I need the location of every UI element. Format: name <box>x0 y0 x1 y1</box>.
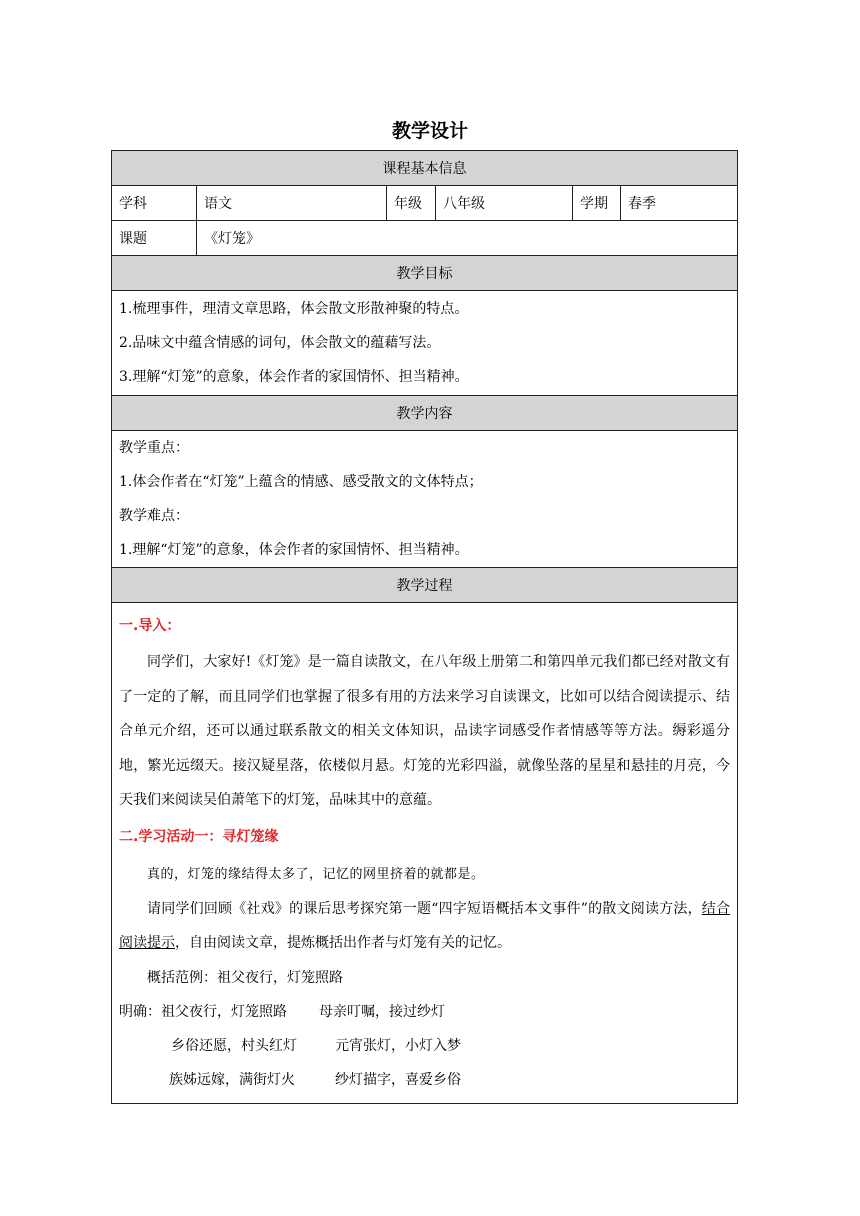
example-text: 概括范例：祖父夜行，灯笼照路 <box>147 969 343 986</box>
lesson-plan-table <box>111 150 738 1104</box>
answer-item: 纱灯描字，喜爱乡俗 <box>335 1072 461 1088</box>
difficulty-label: 教学难点： <box>119 508 189 524</box>
answer-item: 母亲叮嘱，接过纱灯 <box>319 1004 445 1020</box>
goals-cell <box>112 291 738 396</box>
goal-item: 3.理解“灯笼”的意象，体会作者的家国情怀、担当精神。 <box>119 369 469 385</box>
goal-item: 1.梳理事件，理清文章思路，体会散文形散神聚的特点。 <box>119 301 469 317</box>
topic-value: 《灯笼》 <box>197 221 738 256</box>
document-title: 教学设计 <box>391 120 468 142</box>
answer-item: 祖父夜行，灯笼照路 <box>161 1004 287 1020</box>
reading-tips-link[interactable]: 结合阅读提示 <box>119 900 731 951</box>
intro-paragraph: 同学们，大家好!《灯笼》是一篇自读散文，在八年级上册第二和第四单元我们都已经对散文有了一定的了解，而且同学们也掌握了很多有用的方法来学习自读课文，比如可以结合阅读提示、结合单元介绍，还可以通过联系散文的相关文体知识，品读字词感受作者情感等等方法。缛彩遥分地，繁光远缀天。接汉疑星落，依楼似月悬。灯笼的光彩四溢，就像坠落的星星和悬挂的月亮，今天我们来阅读吴伯萧笔下的灯笼，品味其中的意蕴。 <box>119 654 730 808</box>
subject-value: 语文 <box>197 186 387 221</box>
info-row <box>112 186 738 221</box>
section-header-process <box>112 568 738 603</box>
answer-item: 元宵张灯，小灯入梦 <box>335 1038 461 1054</box>
difficulty-item: 1.理解“灯笼”的意象，体会作者的家国情怀、担当精神。 <box>119 542 469 558</box>
section-header-content <box>112 396 738 431</box>
intro-heading: 一.导入： <box>119 618 181 634</box>
answer-item: 族姊远嫁，满街灯火 <box>169 1072 295 1088</box>
term-label: 学期 <box>573 186 621 221</box>
answer-row <box>119 1029 730 1063</box>
instruction-paragraph <box>119 892 730 961</box>
key-item: 1.体会作者在“灯笼”上蕴含的情感、感受散文的文体特点； <box>119 474 483 490</box>
content-cell <box>112 431 738 568</box>
topic-label: 课题 <box>112 221 197 256</box>
answer-row <box>119 1063 730 1097</box>
subject-label: 学科 <box>112 186 197 221</box>
quote-text: 真的，灯笼的缘结得太多了，记忆的网里挤着的就都是。 <box>147 866 485 882</box>
process-row <box>112 603 738 1104</box>
process-cell <box>112 603 738 1104</box>
section-title: 课程基本信息 <box>112 151 738 186</box>
grade-label: 年级 <box>387 186 436 221</box>
answer-label: 明确： <box>119 1004 161 1020</box>
goals-row <box>112 291 738 396</box>
term-value: 春季 <box>621 186 738 221</box>
answer-item: 乡俗还愿，村头红灯 <box>171 1038 297 1054</box>
content-row <box>112 431 738 568</box>
section-header-basic-info <box>112 151 738 186</box>
section-title: 教学过程 <box>112 568 738 603</box>
instruction-text-end: ，自由阅读文章，提炼概括出作者与灯笼有关的记忆。 <box>175 935 511 951</box>
section-header-goals <box>112 256 738 291</box>
section-title: 教学内容 <box>112 396 738 431</box>
grade-value: 八年级 <box>436 186 573 221</box>
goal-item: 2.品味文中蕴含情感的词句，体会散文的蕴藉写法。 <box>119 335 441 351</box>
topic-row <box>112 221 738 256</box>
key-label: 教学重点： <box>119 440 189 456</box>
section-title: 教学目标 <box>112 256 738 291</box>
answer-row <box>119 995 730 1029</box>
instruction-text: 请同学们回顾《社戏》的课后思考探究第一题“四字短语概括本文事件”的散文阅读方法， <box>147 900 702 917</box>
activity1-heading: 二.学习活动一：寻灯笼缘 <box>119 828 279 845</box>
